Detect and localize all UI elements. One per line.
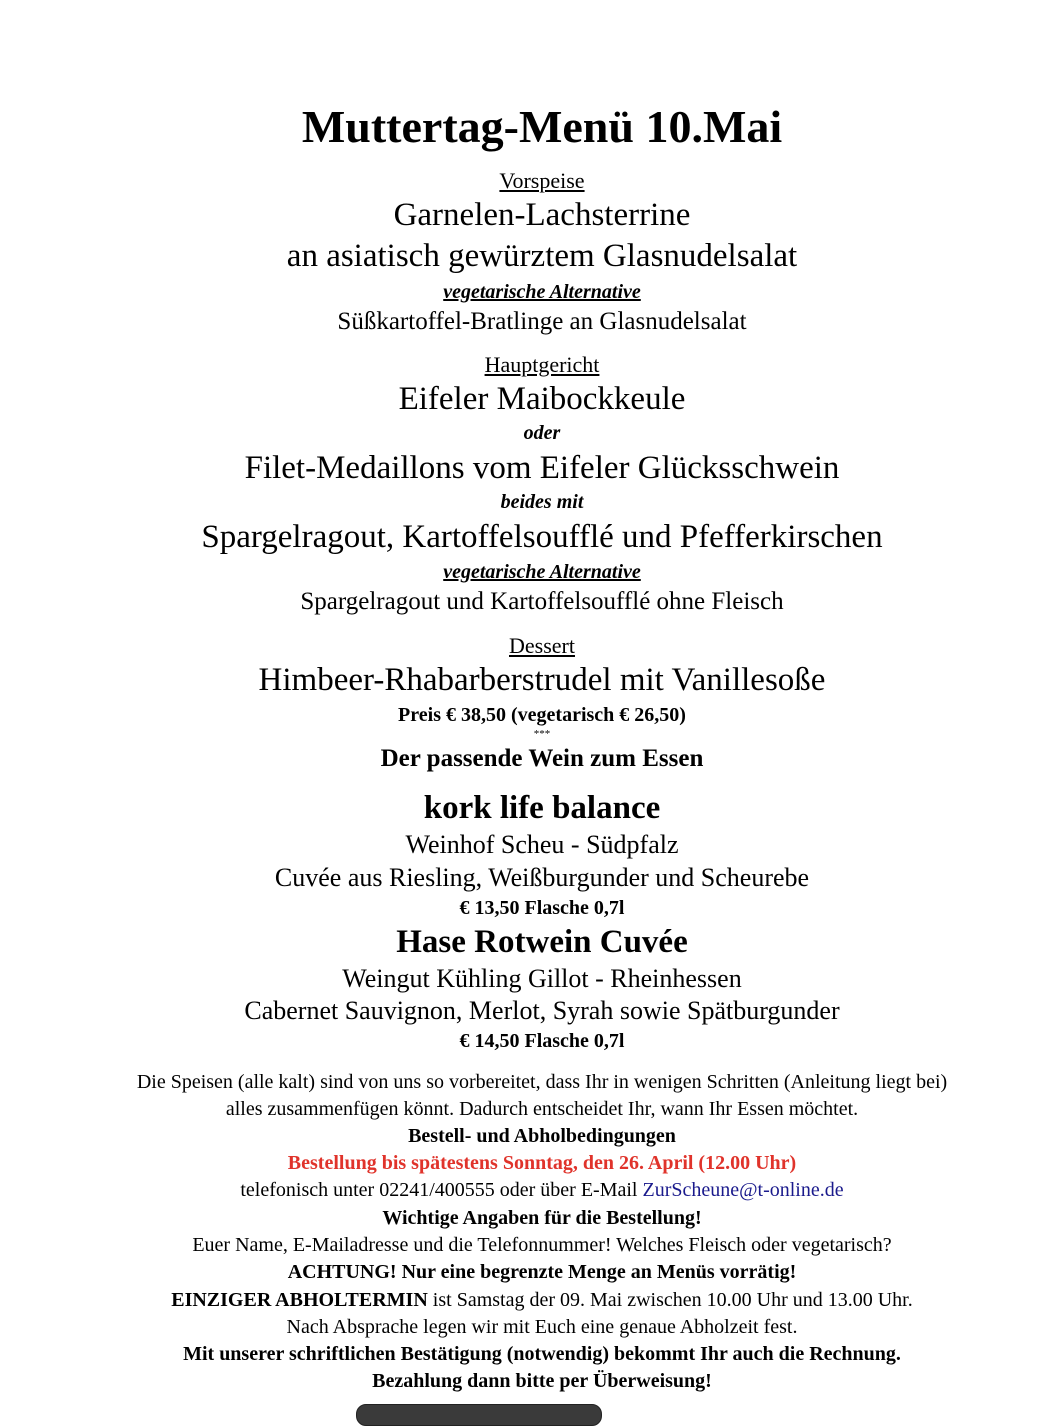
confirmation-note: Mit unserer schriftlichen Bestätigung (notwendig) bekommt Ihr auch die Rechnung. xyxy=(183,1343,901,1365)
payment-note: Bezahlung dann bitte per Überweisung! xyxy=(372,1370,712,1392)
section-label-main: Hauptgericht xyxy=(484,352,600,377)
bottom-button[interactable] xyxy=(356,1404,602,1426)
wine-producer: Weinhof Scheu - Südpfalz xyxy=(405,830,679,859)
prep-note-line2: alles zusammenfügen könnt. Dadurch entscheidet Ihr, wann Ihr Essen möchtet. xyxy=(225,1098,859,1120)
main-both-label: beides mit xyxy=(500,491,584,513)
wine-grapes: Cabernet Sauvignon, Merlot, Syrah sowie Spätburgunder xyxy=(244,996,840,1025)
main-alt-label: vegetarische Alternative xyxy=(443,561,641,583)
main-or-label: oder xyxy=(523,422,561,444)
wine-producer: Weingut Kühling Gillot - Rheinhessen xyxy=(342,964,742,993)
main-alt-dish: Spargelragout und Kartoffelsoufflé ohne Fleisch xyxy=(300,588,784,615)
starter-alt-label: vegetarische Alternative xyxy=(443,281,641,303)
conditions-heading: Bestell- und Abholbedingungen xyxy=(408,1125,676,1147)
page-title: Muttertag-Menü 10.Mai xyxy=(301,101,783,152)
section-label-starter: Vorspeise xyxy=(499,168,585,193)
pickup-text: ist Samstag der 09. Mai zwischen 10.00 Uhr und 13.00 Uhr. xyxy=(427,1289,913,1311)
starter-dish-line2: an asiatisch gewürztem Glasnudelsalat xyxy=(286,238,798,274)
dessert-dish: Himbeer-Rhabarberstrudel mit Vanillesoße xyxy=(258,662,826,698)
wine-price: € 13,50 Flasche 0,7l xyxy=(459,897,625,919)
arrangement-note: Nach Absprache legen wir mit Euch eine genaue Abholzeit fest. xyxy=(286,1316,798,1338)
menu-price: Preis € 38,50 (vegetarisch € 26,50) xyxy=(398,704,686,726)
contact-line xyxy=(0,1180,1064,1200)
order-deadline: Bestellung bis spätestens Sonntag, den 26. April (12.00 Uhr) xyxy=(287,1152,797,1174)
separator-stars: *** xyxy=(533,728,551,740)
main-sides: Spargelragout, Kartoffelsoufflé und Pfefferkirschen xyxy=(201,519,883,555)
wine-name: kork life balance xyxy=(423,790,661,826)
starter-alt-dish: Süßkartoffel-Bratlinge an Glasnudelsalat xyxy=(337,308,747,335)
main-dish-2: Filet-Medaillons vom Eifeler Glücksschwein xyxy=(244,450,840,486)
main-dish-1: Eifeler Maibockkeule xyxy=(398,381,686,417)
pickup-line xyxy=(0,1290,1064,1310)
email-link[interactable]: ZurScheune@t-online.de xyxy=(642,1179,844,1201)
section-label-dessert: Dessert xyxy=(509,633,575,658)
stock-warning: ACHTUNG! Nur eine begrenzte Menge an Menüs vorrätig! xyxy=(287,1261,797,1283)
wine-name: Hase Rotwein Cuvée xyxy=(396,924,688,960)
wine-grapes: Cuvée aus Riesling, Weißburgunder und Scheurebe xyxy=(274,863,810,892)
contact-text: telefonisch unter 02241/400555 oder über E-Mail xyxy=(240,1179,643,1201)
important-text: Euer Name, E-Mailadresse und die Telefonnummer! Welches Fleisch oder vegetarisch? xyxy=(192,1234,892,1256)
prep-note-line1: Die Speisen (alle kalt) sind von uns so vorbereitet, dass Ihr in wenigen Schritten (Anleitung liegt bei) xyxy=(136,1071,948,1093)
wine-heading: Der passende Wein zum Essen xyxy=(380,745,704,772)
starter-dish-line1: Garnelen-Lachsterrine xyxy=(393,197,691,233)
important-heading: Wichtige Angaben für die Bestellung! xyxy=(382,1207,702,1229)
wine-price: € 14,50 Flasche 0,7l xyxy=(459,1030,625,1052)
pickup-bold: EINZIGER ABHOLTERMIN xyxy=(171,1289,428,1311)
